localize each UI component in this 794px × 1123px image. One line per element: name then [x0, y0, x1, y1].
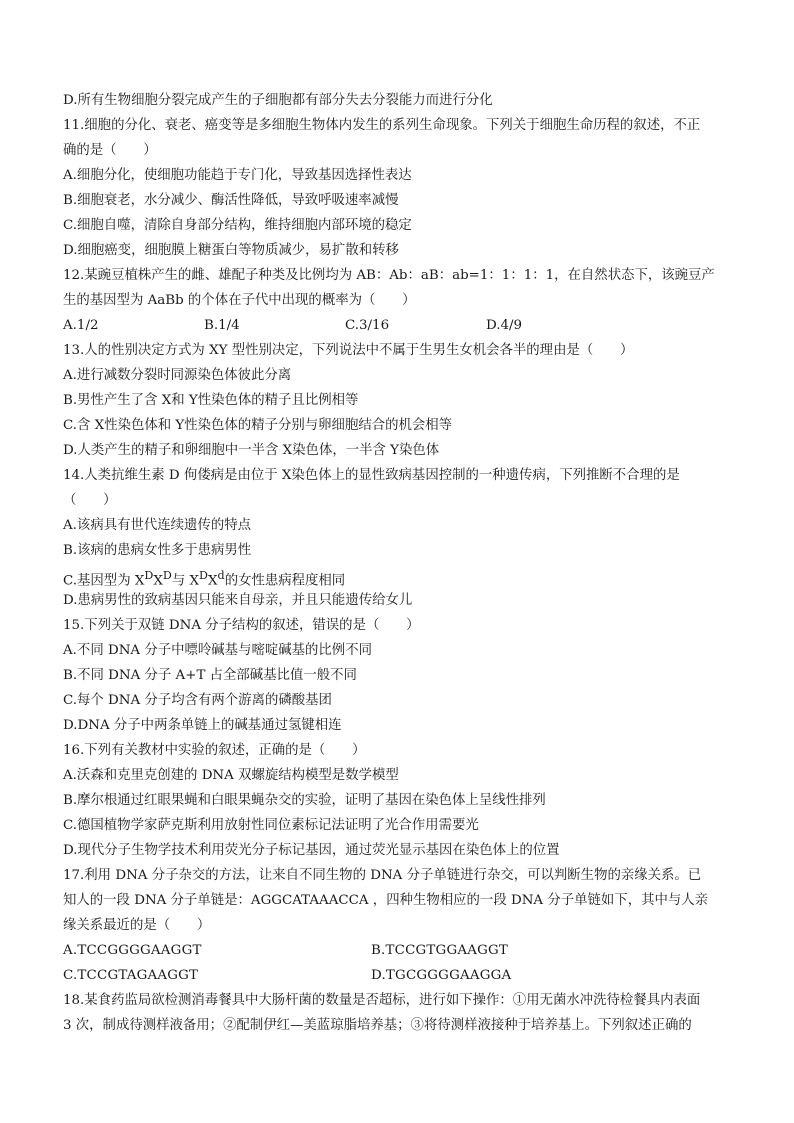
question-17-stem-cont: 知人的一段 DNA 分子单链是：AGGCATAAACCA ，四种生物相应的一段 DNA 分子单链如下，其中与人亲 [63, 893, 709, 908]
question-13-option-d: D.人类产生的精子和卵细胞中一半含 X染色体，一半含 Y染色体 [63, 443, 440, 458]
question-14-option-d: D.患病男性的致病基因只能来自母亲，并且只能遗传给女儿 [63, 593, 413, 608]
question-18-stem: 18.某食药监局欲检测消毒餐具中大肠杆菌的数量是否超标，进行如下操作：①用无菌水冲洗待检餐具内表面 [63, 993, 701, 1008]
question-15-option-a: A.不同 DNA 分子中嘌呤碱基与嘧啶碱基的比例不同 [63, 643, 372, 658]
genotype-text: X [207, 573, 218, 589]
question-12-stem: 12.某豌豆植株产生的雌、雄配子种类及比例均为 AB：Ab：aB：ab=1：1：1：1，在自然状态下，该豌豆产 [63, 268, 715, 283]
question-16-stem: 16.下列有关教材中实验的叙述，正确的是（ ） [63, 743, 366, 758]
question-17-option-a: A.TCCGGGGAAGGT [63, 943, 202, 958]
question-14-option-c [63, 563, 733, 588]
question-13-option-b: B.男性产生了含 X和 Y性染色体的精子且比例相等 [63, 393, 359, 408]
allele-sup: D [144, 569, 154, 582]
question-15-option-c: C.每个 DNA 分子均含有两个游离的磷酸基团 [63, 693, 332, 708]
question-12-option-b: B.1/4 [204, 318, 240, 333]
question-14-option-a: A.该病具有世代连续遗传的特点 [63, 518, 252, 533]
question-14-stem-cont: （ ） [63, 493, 117, 508]
question-17-options-row-1 [63, 938, 733, 963]
question-12-option-a: A.1/2 [63, 318, 99, 333]
question-18-stem-cont: 3 次，制成待测样液备用；②配制伊红—美蓝琼脂培养基；③将待测样液接种于培养基上。下列叙述正确的 [63, 1018, 692, 1033]
genotype-text: 与 X [171, 573, 200, 589]
question-12-options [63, 313, 733, 338]
question-16-option-d: D.现代分子生物学技术利用荧光分子标记基因，通过荧光显示基因在染色体上的位置 [63, 843, 560, 858]
question-13-option-a: A.进行减数分裂时同源染色体彼此分离 [63, 368, 292, 383]
genotype-text: X [153, 573, 163, 589]
allele-sup: d [217, 569, 225, 582]
question-17-option-c: C.TCCGTAGAAGGT [63, 968, 199, 983]
allele-sup: D [199, 569, 208, 582]
question-17-option-b: B.TCCGTGGAAGGT [371, 943, 509, 958]
question-13-stem: 13.人的性别决定方式为 XY 型性别决定，下列说法中不属于生男生女机会各半的理由是（ ） [63, 343, 634, 358]
question-14-option-b: B.该病的患病女性多于患病男性 [63, 543, 252, 558]
question-15-option-d: D.DNA 分子中两条单链上的碱基通过氢键相连 [63, 718, 342, 733]
question-11-option-c: C.细胞自噬，清除自身部分结构，维持细胞内部环境的稳定 [63, 218, 412, 233]
question-15-stem: 15.下列关于双链 DNA 分子结构的叙述，错误的是（ ） [63, 618, 420, 633]
question-12-option-d: D.4/9 [486, 318, 523, 333]
question-17-stem-cont: 缘关系最近的是（ ） [63, 918, 211, 933]
question-11-option-b: B.细胞衰老，水分减少、酶活性降低，导致呼吸速率减慢 [63, 193, 399, 208]
question-11-option-a: A.细胞分化，使细胞功能趋于专门化，导致基因选择性表达 [63, 168, 412, 183]
question-14-stem: 14.人类抗维生素 D 佝偻病是由位于 X染色体上的显性致病基因控制的一种遗传病，下列推断不合理的是 [63, 468, 680, 483]
question-16-option-c: C.德国植物学家萨克斯利用放射性同位素标记法证明了光合作用需要光 [63, 818, 479, 833]
question-17-stem: 17.利用 DNA 分子杂交的方法，让来自不同生物的 DNA 分子单链进行杂交，可以判断生物的亲缘关系。已 [63, 868, 702, 883]
question-17-option-d: D.TGCGGGGAAGGA [371, 968, 512, 983]
genotype-text: 的女性患病程度相同 [224, 573, 346, 589]
question-12-option-c: C.3/16 [345, 318, 390, 333]
question-15-option-b: B.不同 DNA 分子 A+T 占全部碱基比值一般不同 [63, 668, 357, 683]
option-11-prev-d: D.所有生物细胞分裂完成产生的子细胞都有部分失去分裂能力而进行分化 [63, 93, 493, 108]
question-13-option-c: C.含 X性染色体和 Y性染色体的精子分别与卵细胞结合的机会相等 [63, 418, 453, 433]
question-11-stem: 11.细胞的分化、衰老、癌变等是多细胞生物体内发生的系列生命现象。下列关于细胞生命历程的叙述，不正 [63, 118, 701, 133]
genotype-text: C.基因型为 X [63, 573, 145, 589]
exam-page [63, 88, 733, 1038]
question-16-option-b: B.摩尔根通过红眼果蝇和白眼果蝇杂交的实验，证明了基因在染色体上呈线性排列 [63, 793, 546, 808]
question-16-option-a: A.沃森和克里克创建的 DNA 双螺旋结构模型是数学模型 [63, 768, 399, 783]
allele-sup: D [162, 569, 172, 582]
question-17-options-row-2 [63, 963, 733, 988]
question-11-option-d: D.细胞癌变，细胞膜上糖蛋白等物质减少，易扩散和转移 [63, 243, 399, 258]
question-12-stem-cont: 生的基因型为 AaBb 的个体在子代中出现的概率为（ ） [63, 293, 416, 308]
question-11-stem-cont: 确的是（ ） [63, 143, 157, 158]
